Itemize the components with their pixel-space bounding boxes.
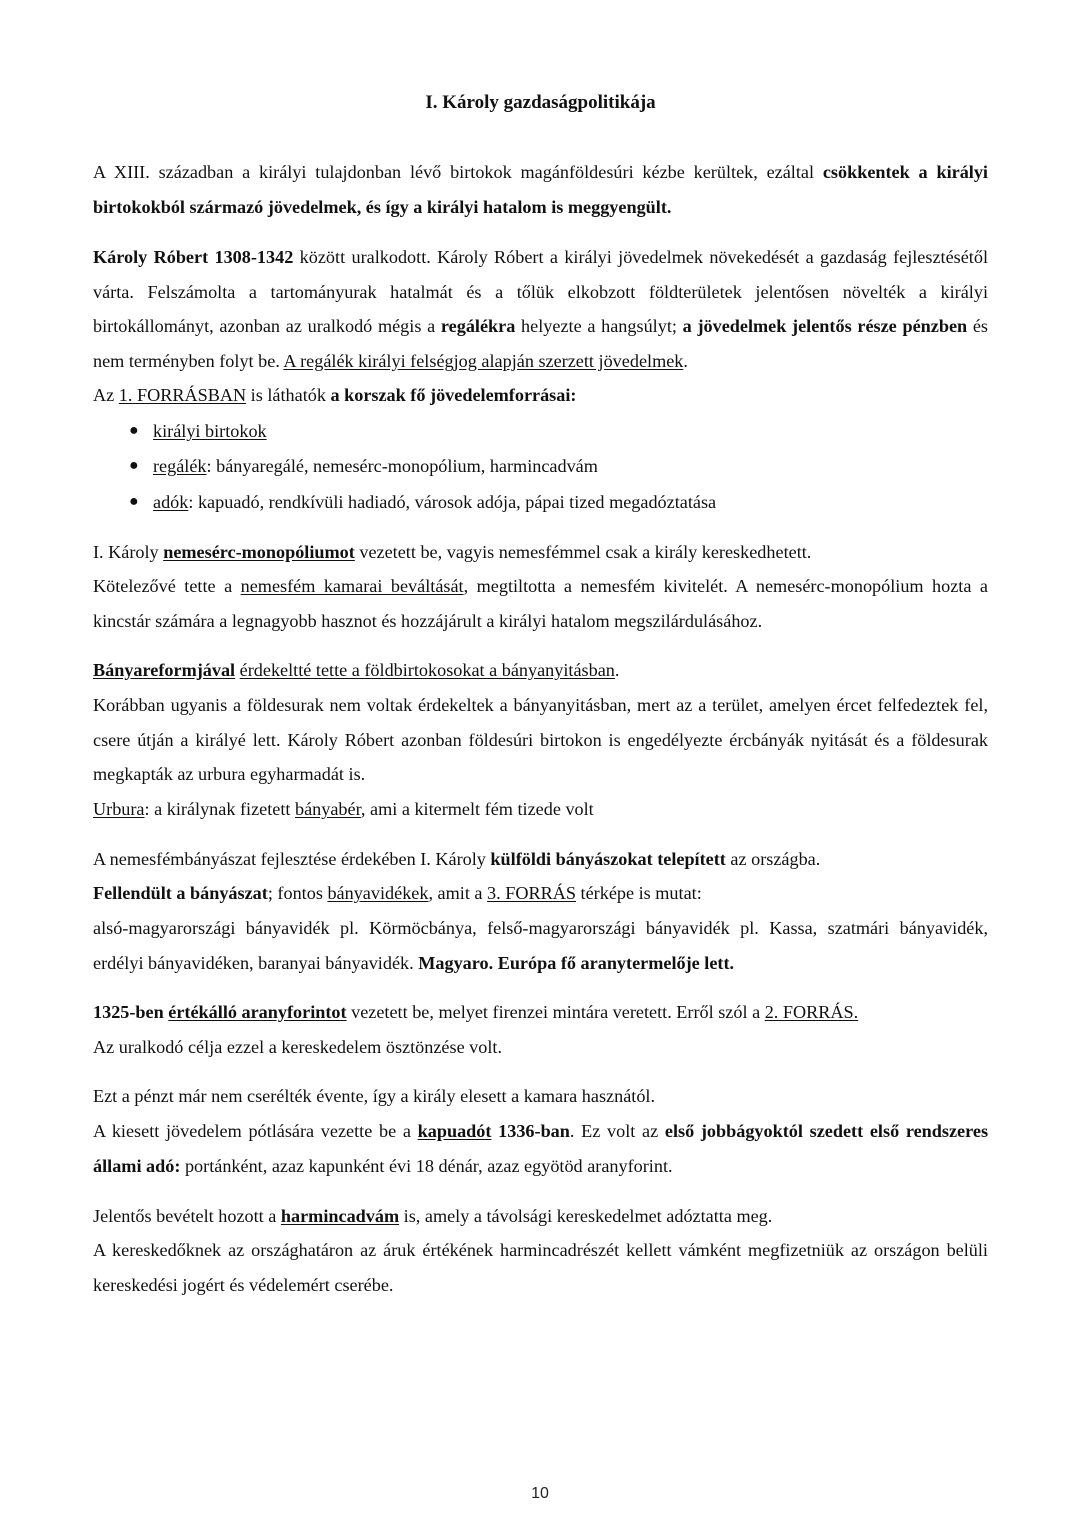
text: A XIII. században a királyi tulajdonban lévő birtokok magánföldesúri kézbe kerültek, ezáltal (93, 162, 823, 182)
text: . (683, 350, 688, 371)
underlined-text: bányavidékek (327, 883, 429, 903)
text: : bányaregálé, nemesérc-monopólium, harmincadvám (206, 456, 598, 476)
bold-text: a korszak fő jövedelemforrásai: (330, 385, 577, 405)
text: helyezte a hangsúlyt; (515, 316, 683, 336)
bold-text: csökkentek a királyi birtokokból származó jövedelmek, és így a királyi hatalom is meggyengült. (93, 162, 988, 217)
text: Jelentős bevételt hozott a (93, 1206, 281, 1226)
text: és nem terményben folyt be. (93, 316, 989, 371)
page-number: 10 (531, 1485, 549, 1502)
paragraph-regions-list (93, 911, 988, 980)
paragraph-trade-goal (93, 1030, 988, 1065)
bold-text: első jobbágyoktól szedett első rendszeres állami adó: (93, 1121, 989, 1176)
bold-underlined-text: nemesérc-monopóliumot (163, 542, 355, 562)
text: ; fontos (267, 883, 328, 903)
list-item (129, 485, 717, 520)
text: Ezt a pénzt már nem cserélték évente, így a király elesett a kamara hasznától. (93, 1086, 656, 1106)
bold-text: 1325-ben (93, 1002, 164, 1022)
text: Korábban ugyanis a földesurak nem voltak érdekeltek a bányanyitásban, mert az a terület, amelyen ércet felfedeztek fel, csere útján a királyé lett. Károly Róbert azonban földesúri birtokon is engedélyezte ércbányák nyitását és a földesurak megkapták az urbura egyharmadát is. (93, 695, 988, 784)
underlined-text: A regálék királyi felségjog alapján szerzett jövedelmek (283, 350, 684, 371)
text: között uralkodott. Károly Róbert a királyi jövedelmek növekedését a gazdaság fejlesztésétől várta. Felszámolta a tartományurak hatalmát és a tőlük elkobzott földterületek jelentősen növelték a királyi birtokállományt, azonban az uralkodó mégis a (93, 247, 988, 336)
paragraph-thirtieth-duty (93, 1199, 988, 1234)
paragraph-karoly-robert (93, 240, 988, 378)
underlined-text: nemesfém kamarai beváltását (240, 576, 464, 596)
underlined-text: bányabér (295, 799, 361, 819)
list-item (129, 414, 267, 449)
underlined-text: érdekeltté tette a földbirtokosokat a bányanyitásban (239, 660, 615, 680)
bold-underlined-text: harmincadvám (280, 1206, 400, 1226)
paragraph-sources (93, 378, 988, 413)
bold-text: regálékra (440, 316, 516, 336)
bold-underlined-text: értékálló aranyforintot (168, 1002, 347, 1022)
text: : a királynak fizetett (144, 799, 295, 819)
text: A kereskedőknek az országhatáron az áruk értékének harmincadrészét kellett vámként megfizetniük az országon belüli kereskedési jogért és védelemért cserébe. (93, 1240, 988, 1295)
paragraph-landlords (93, 688, 988, 792)
bold-text: a jövedelmek jelentős része pénzben (682, 316, 968, 336)
paragraph-gold-florin (93, 995, 988, 1030)
bold-text: 1336-ban (498, 1121, 570, 1141)
text: A nemesfémbányászat fejlesztése érdekében I. Károly (93, 849, 491, 869)
paragraph-merchants (93, 1233, 988, 1302)
text: térképe is mutat: (576, 883, 702, 903)
paragraph-exchange (93, 569, 988, 638)
paragraph-miners (93, 842, 988, 877)
bullet-icon: ● (129, 493, 139, 510)
text: Az (93, 385, 119, 405)
underlined-text: királyi birtokok (153, 421, 267, 441)
paragraph-mining-reform (93, 653, 988, 688)
text: A kiesett jövedelem pótlására vezette be a (93, 1121, 418, 1141)
bold-underlined-text: Bányareformjával (93, 660, 236, 680)
text: . Ez volt az (569, 1121, 665, 1141)
text: alsó-magyarországi bányavidék pl. Körmöcbánya, felső-magyarországi bányavidék pl. Kassa, szatmári bányavidék, erdélyi bányavidéken, baranyai bányavidék. (93, 918, 988, 973)
list-item (129, 449, 598, 484)
text: I. Károly (93, 542, 164, 562)
source-reference: 3. FORRÁS (487, 883, 576, 903)
paragraph-chamber-profit (93, 1079, 988, 1114)
text: vezetett be, vagyis nemesfémmel csak a király kereskedhetett. (354, 542, 812, 562)
paragraph-urbura (93, 792, 988, 827)
text: Az uralkodó célja ezzel a kereskedelem ösztönzése volt. (93, 1037, 503, 1057)
paragraph-mining-regions (93, 876, 988, 911)
text: az országba. (725, 849, 821, 869)
bullet-icon: ● (129, 457, 139, 474)
page-title: I. Károly gazdaságpolitikája (425, 92, 656, 113)
source-reference: 2. FORRÁS. (764, 1002, 859, 1022)
text: , ami a kitermelt fém tizede volt (360, 799, 594, 819)
bold-text: külföldi bányászokat telepített (490, 849, 726, 869)
underlined-text: regálék (153, 456, 207, 476)
bold-text: Károly Róbert 1308-1342 (93, 247, 294, 267)
text: is, amely a távolsági kereskedelmet adóztatta meg. (399, 1206, 773, 1226)
text: Kötelezővé tette a (93, 576, 241, 596)
text: . (614, 660, 620, 680)
paragraph-monopoly (93, 535, 988, 570)
text: vezetett be, melyet firenzei mintára veretett. Erről szól a (346, 1002, 765, 1022)
underlined-text: adók (153, 492, 189, 512)
text: , amit a (428, 883, 488, 903)
bold-text: Fellendült a bányászat (93, 883, 268, 903)
text: is láthatók (246, 385, 331, 405)
bold-underlined-text: kapuadót (417, 1121, 492, 1141)
source-reference: 1. FORRÁSBAN (118, 385, 247, 405)
bullet-icon: ● (129, 422, 139, 439)
paragraph-gate-tax (93, 1114, 988, 1183)
text: : kapuadó, rendkívüli hadiadó, városok adója, pápai tized megadóztatása (188, 492, 717, 512)
text: portánként, azaz kapunként évi 18 dénár, azaz egyötöd aranyforint. (180, 1155, 673, 1176)
text: , megtiltotta a nemesfém kivitelét. A nemesérc-monopólium hozta a kincstár számára a legnagyobb hasznot és hozzájárult a királyi hatalom megszilárdulásához. (93, 576, 988, 631)
bold-text: Magyaro. Európa fő aranytermelője lett. (418, 952, 735, 973)
paragraph-intro (93, 155, 988, 224)
underlined-text: Urbura (93, 799, 145, 819)
